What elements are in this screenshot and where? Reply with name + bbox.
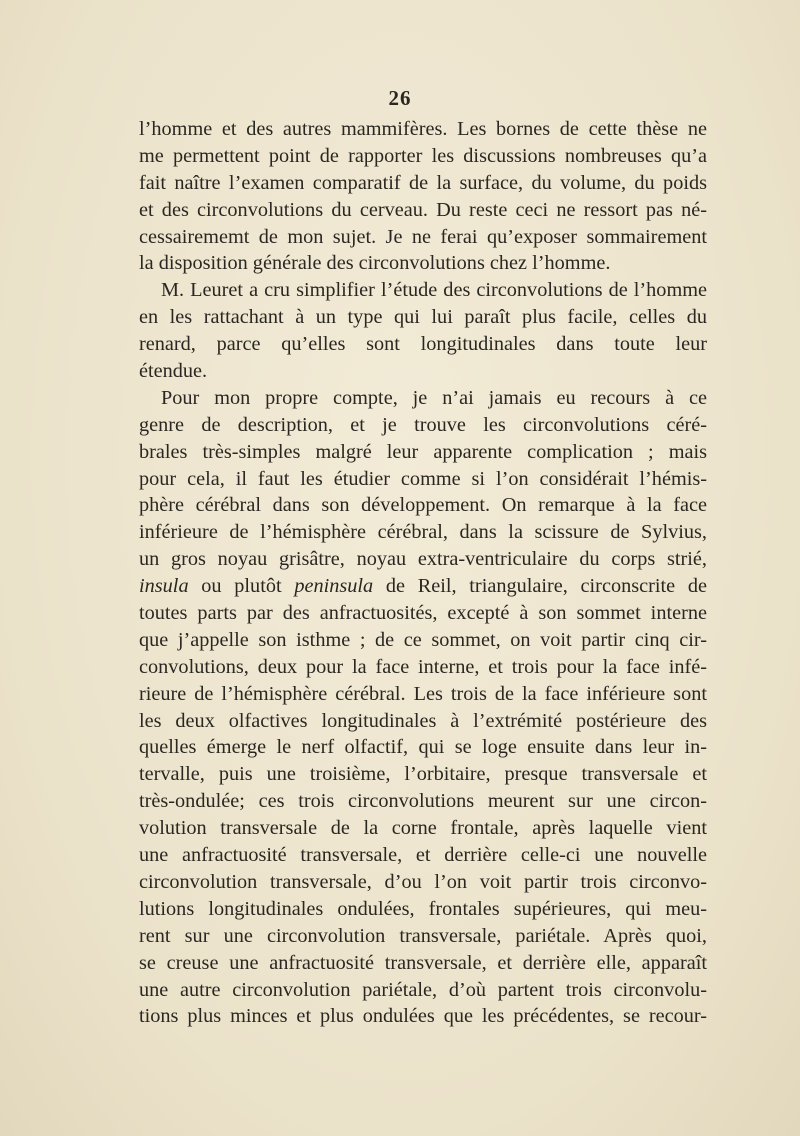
text-line: fait naître l’examen comparatif de la surface, du volume, du poids — [139, 171, 707, 194]
text-line: se creuse une anfractuosité transversale, et derrière elle, apparaît — [139, 951, 707, 974]
text-line: M. Leuret a cru simplifier l’étude des circonvolutions de l’homme — [161, 279, 707, 302]
text-line: convolutions, deux pour la face interne, et trois pour la face infé- — [139, 655, 707, 678]
body-text — [139, 116, 707, 1030]
text-line: quelles émerge le nerf olfactif, qui se loge ensuite dans leur in- — [139, 736, 707, 759]
text-line: l’homme et des autres mammifères. Les bornes de cette thèse ne — [139, 118, 707, 140]
text-line: en les rattachant à un type qui lui paraît plus facile, celles du — [139, 306, 707, 329]
text-line: la disposition générale des circonvolutions chez l’homme. — [139, 252, 611, 275]
text-line: tions plus minces et plus ondulées que les précédentes, se recour- — [139, 1005, 707, 1028]
text-line: une anfractuosité transversale, et derrière celle-ci une nouvelle — [139, 844, 707, 867]
text-line: brales très-simples malgré leur apparente complication ; mais — [139, 440, 707, 463]
text-line: une autre circonvolution pariétale, d’où partent trois circonvolu- — [139, 978, 707, 1001]
text-line: rent sur une circonvolution transversale, pariétale. Après quoi, — [139, 924, 707, 947]
text-line: tervalle, puis une troisième, l’orbitaire, presque transversale et — [139, 763, 707, 786]
text-line-mixed — [139, 573, 707, 600]
text-line: phère cérébral dans son développement. On remarque à la face — [139, 494, 707, 517]
text-line: et des circonvolutions du cerveau. Du reste ceci ne ressort pas né- — [139, 198, 707, 221]
text-line: un gros noyau grisâtre, noyau extra-ventriculaire du corps strié, — [139, 548, 707, 571]
text-line: étendue. — [139, 360, 208, 383]
text-line: inférieure de l’hémisphère cérébral, dans la scissure de Sylvius, — [139, 521, 707, 544]
text-line: les deux olfactives longitudinales à l’extrémité postérieure des — [139, 709, 707, 732]
text-line: circonvolution transversale, d’ou l’on voit partir trois circonvo- — [139, 870, 707, 893]
page-number: 26 — [388, 86, 412, 110]
text-line: volution transversale de la corne frontale, après laquelle vient — [139, 817, 707, 840]
text-segment: de Reil, triangulaire, circonscrite de — [373, 575, 707, 598]
text-segment: ou plutôt — [188, 575, 295, 598]
text-line: renard, parce qu’elles sont longitudinales dans toute leur — [139, 333, 707, 356]
text-line: cessairememt de mon sujet. Je ne ferai qu’exposer sommairement — [139, 225, 707, 248]
text-line: me permettent point de rapporter les discussions nombreuses qu’a — [139, 144, 707, 167]
text-line: genre de description, et je trouve les circonvolutions céré- — [139, 413, 707, 436]
text-line: Pour mon propre compte, je n’ai jamais eu recours à ce — [161, 386, 707, 409]
text-line: toutes parts par des anfractuosités, excepté à son sommet interne — [139, 602, 707, 625]
text-line: rieure de l’hémisphère cérébral. Les trois de la face inférieure sont — [139, 682, 707, 705]
text-line: lutions longitudinales ondulées, frontales supérieures, qui meu- — [139, 897, 707, 920]
text-line: que j’appelle son isthme ; de ce sommet, on voit partir cinq cir- — [139, 628, 707, 651]
text-line: pour cela, il faut les étudier comme si l’on considérait l’hémis- — [139, 467, 707, 490]
italic-term-peninsula: peninsula — [294, 575, 374, 598]
italic-term-insula: insula — [139, 575, 189, 598]
text-line: très-ondulée; ces trois circonvolutions meurent sur une circon- — [139, 790, 707, 813]
